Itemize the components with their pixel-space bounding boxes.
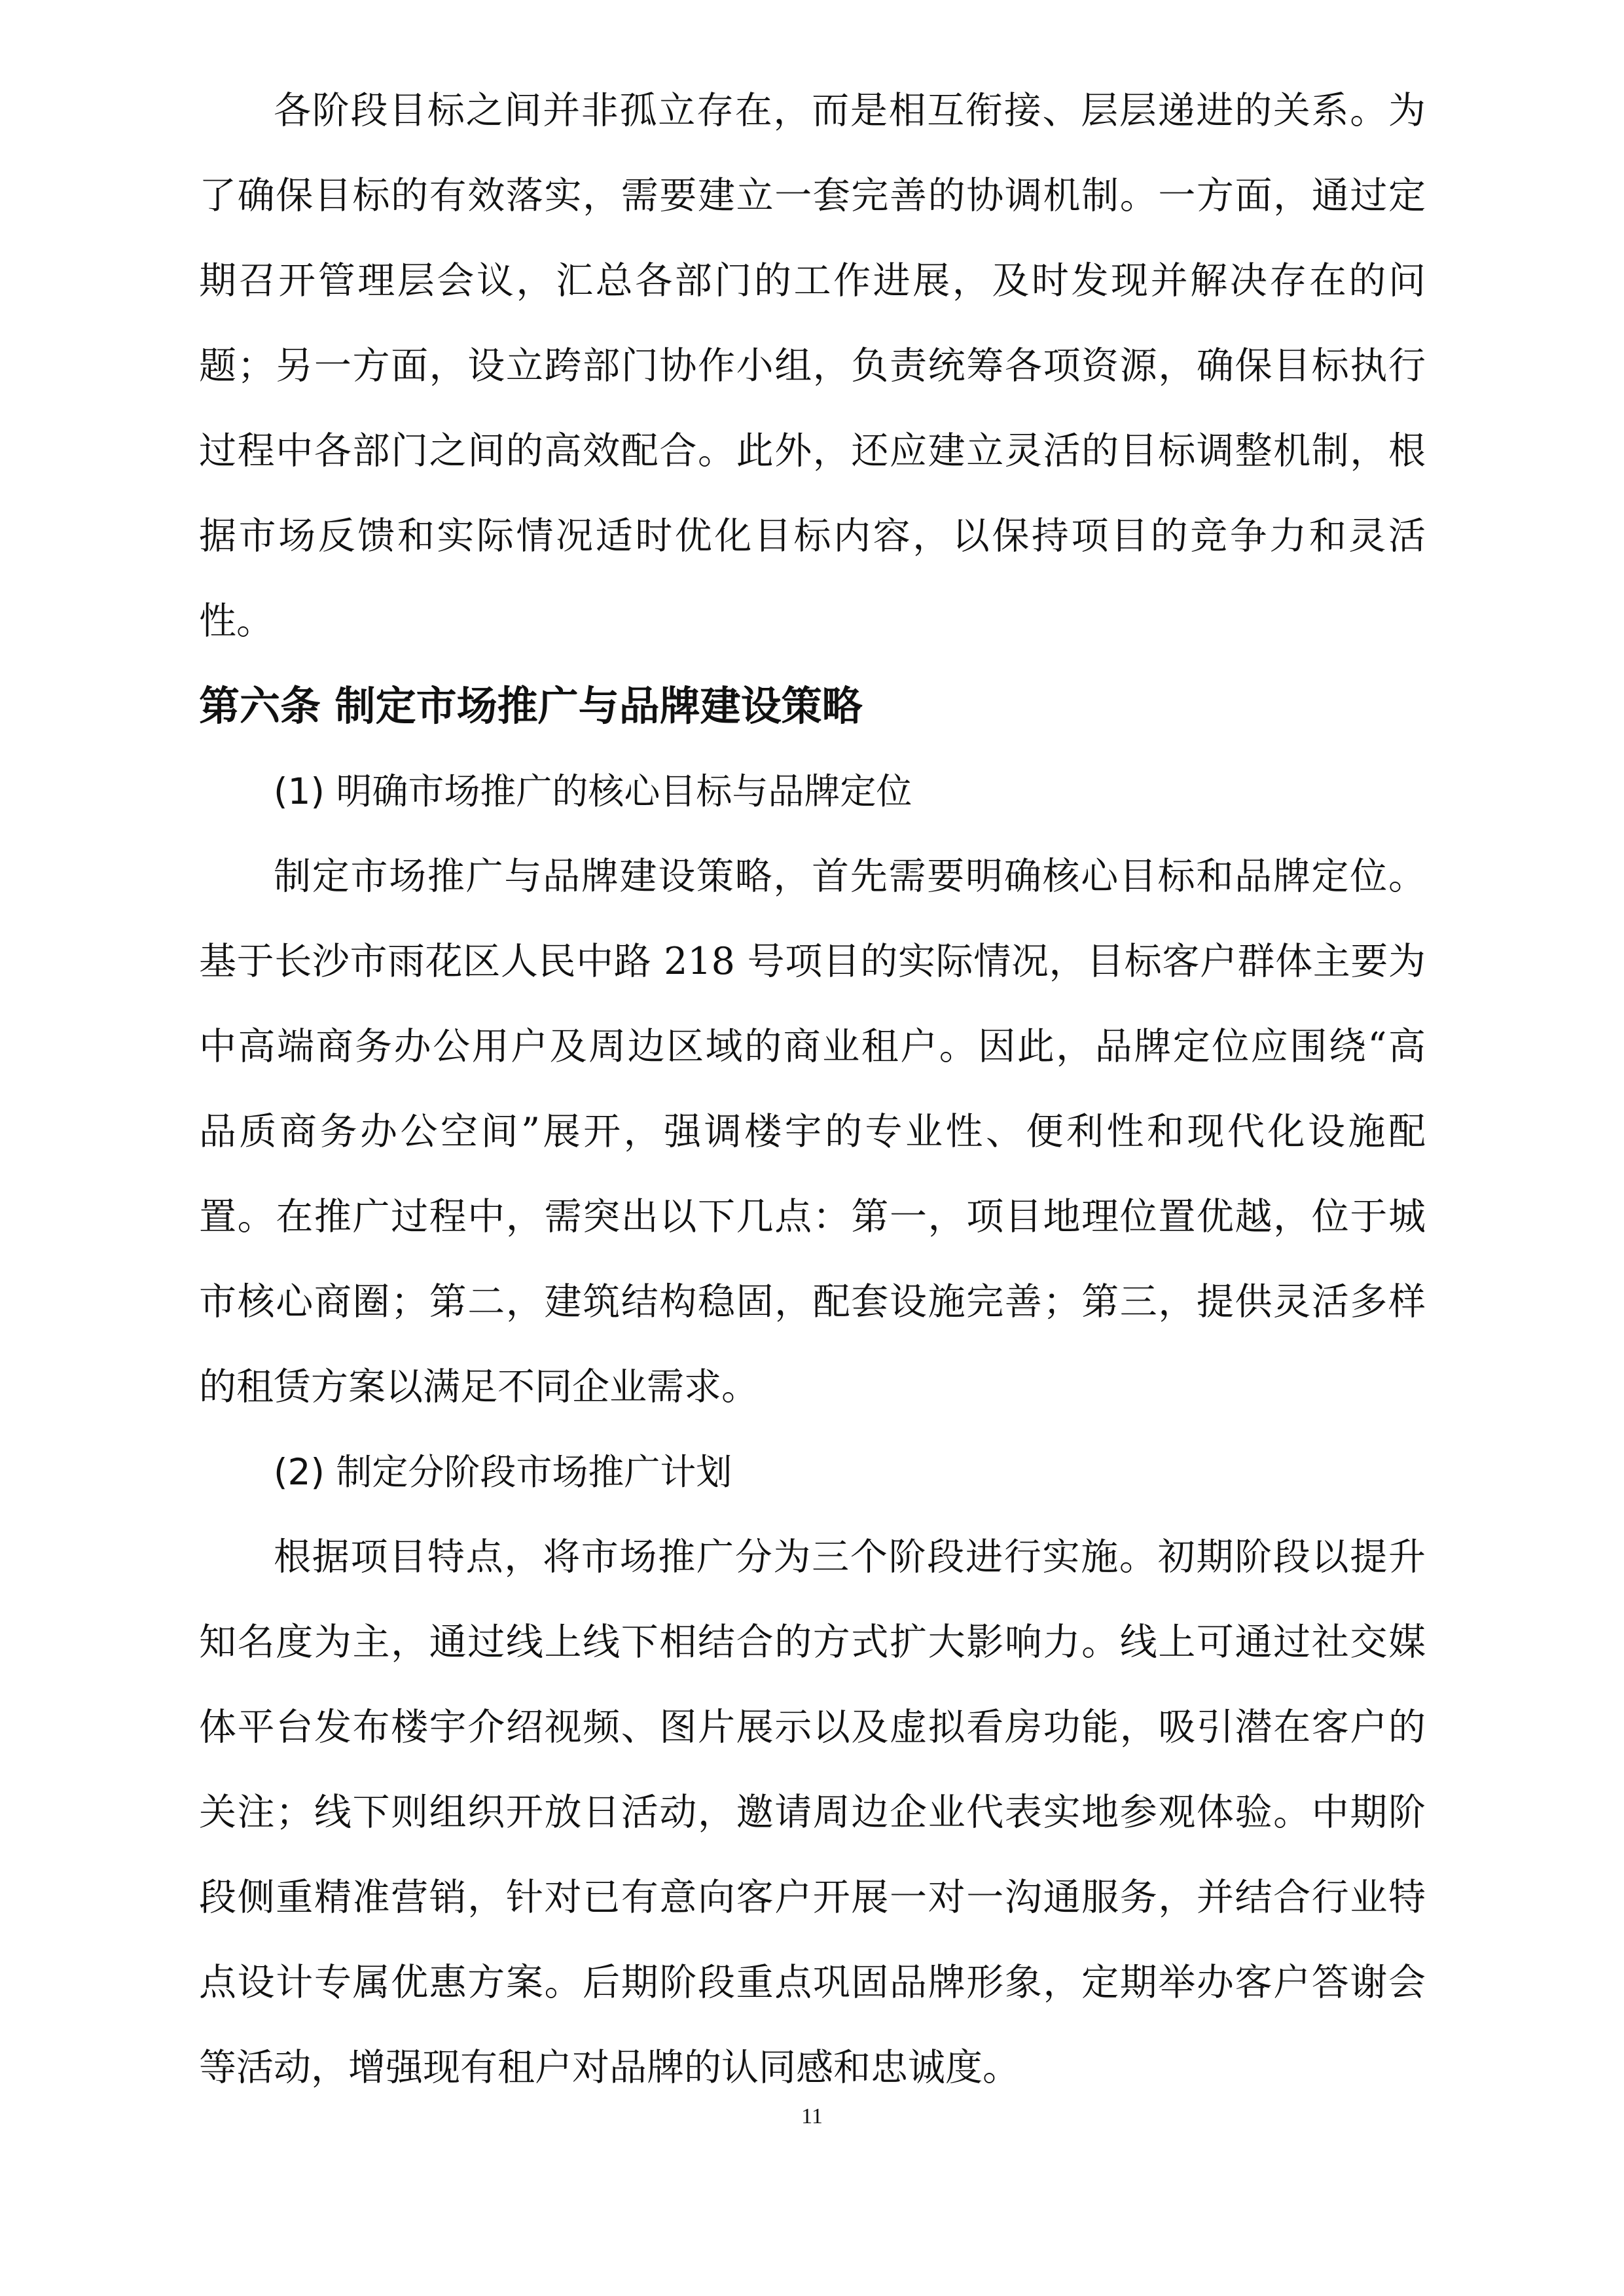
text-line: 中高端商务办公用户及周边区域的商业租户。因此，品牌定位应围绕“高 [199, 1025, 1426, 1068]
paragraph [199, 834, 1426, 1429]
text-line: 制定市场推广与品牌建设策略，首先需要明确核心目标和品牌定位。 [274, 855, 1426, 898]
text-line: 题；另一方面，设立跨部门协作小组，负责统筹各项资源，确保目标执行 [199, 344, 1426, 387]
text-line: 知名度为主，通过线上线下相结合的方式扩大影响力。线上可通过社交媒 [199, 1621, 1426, 1664]
subsection-heading [199, 1429, 1426, 1515]
subsection-heading [199, 749, 1426, 834]
text-line: 段侧重精准营销，针对已有意向客户开展一对一沟通服务，并结合行业特 [199, 1876, 1426, 1919]
text-line: 体平台发布楼宇介绍视频、图片展示以及虚拟看房功能，吸引潜在客户的 [199, 1706, 1426, 1749]
text-line: 根据项目特点，将市场推广分为三个阶段进行实施。初期阶段以提升 [274, 1535, 1426, 1579]
text-line: 性。 [199, 600, 274, 643]
text-line: 期召开管理层会议，汇总各部门的工作进展，及时发现并解决存在的问 [199, 259, 1426, 302]
subheading-text: (2) 制定分阶段市场推广计划 [274, 1451, 732, 1493]
paragraph [199, 1515, 1426, 2110]
text-line: 置。在推广过程中，需突出以下几点：第一，项目地理位置优越，位于城 [199, 1195, 1426, 1238]
text-line: 市核心商圈；第二，建筑结构稳固，配套设施完善；第三，提供灵活多样 [199, 1280, 1426, 1323]
page-number: 11 [801, 2104, 823, 2128]
text-line: 过程中各部门之间的高效配合。此外，还应建立灵活的目标调整机制，根 [199, 429, 1426, 473]
text-line: 各阶段目标之间并非孤立存在，而是相互衔接、层层递进的关系。为 [274, 89, 1426, 132]
text-line: 品质商务办公空间”展开，强调楼宇的专业性、便利性和现代化设施配 [199, 1110, 1426, 1153]
text-line: 基于长沙市雨花区人民中路 218 号项目的实际情况，目标客户群体主要为 [199, 940, 1426, 983]
text-line: 据市场反馈和实际情况适时优化目标内容，以保持项目的竞争力和灵活 [199, 514, 1426, 558]
subheading-text: (1) 明确市场推广的核心目标与品牌定位 [274, 770, 912, 812]
section-heading [199, 664, 1426, 749]
heading-text: 第六条 制定市场推广与品牌建设策略 [199, 682, 863, 730]
paragraph [199, 68, 1426, 664]
text-line: 关注；线下则组织开放日活动，邀请周边企业代表实地参观体验。中期阶 [199, 1791, 1426, 1834]
text-line: 的租赁方案以满足不同企业需求。 [199, 1365, 759, 1408]
text-line: 了确保目标的有效落实，需要建立一套完善的协调机制。一方面，通过定 [199, 174, 1426, 217]
text-line: 等活动，增强现有租户对品牌的认同感和忠诚度。 [199, 2046, 1020, 2089]
page-body [199, 68, 1426, 2110]
text-line: 点设计专属优惠方案。后期阶段重点巩固品牌形象，定期举办客户答谢会 [199, 1961, 1426, 2004]
